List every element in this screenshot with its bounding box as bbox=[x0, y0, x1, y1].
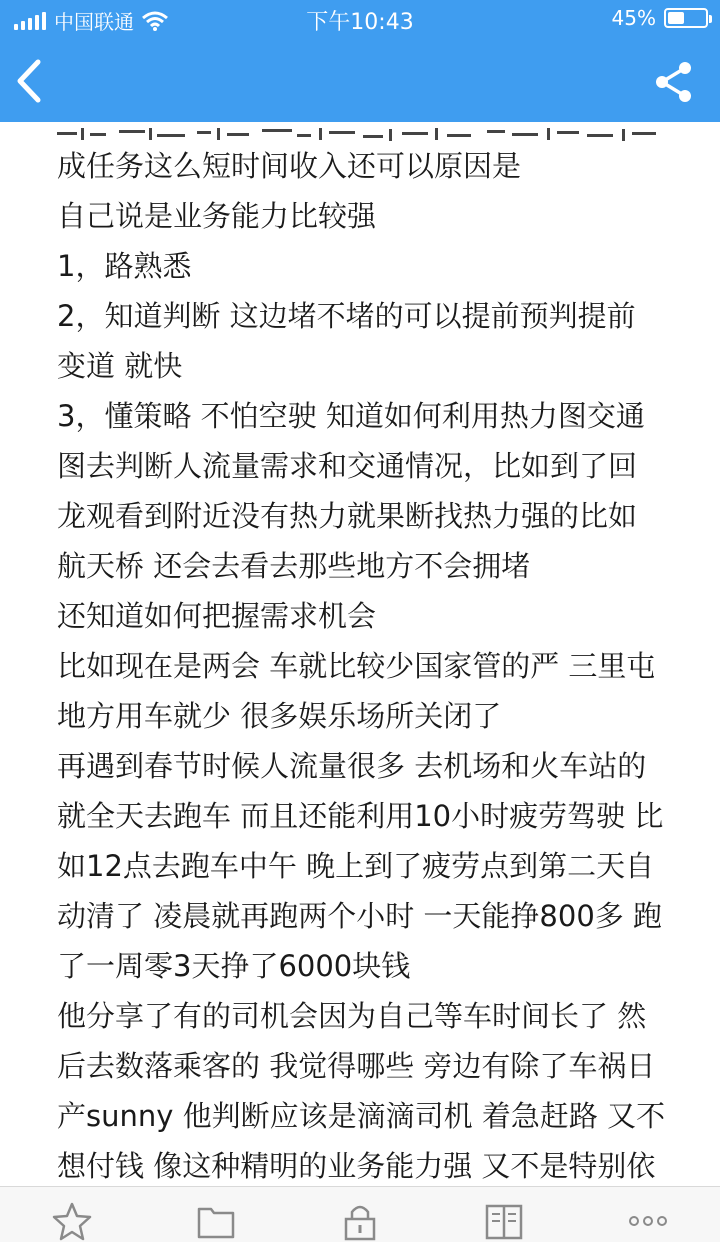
article-line: 再遇到春节时候人流量很多 去机场和火车站的 bbox=[57, 749, 647, 783]
share-button[interactable] bbox=[652, 60, 696, 104]
article-line: 地方用车就少 很多娱乐场所关闭了 bbox=[57, 699, 502, 733]
star-icon bbox=[52, 1201, 92, 1241]
article-line: 成任务这么短时间收入还可以原因是 bbox=[57, 149, 522, 183]
article-line: 2，知道判断 这边堵不堵的可以提前预判提前 bbox=[57, 299, 636, 333]
reader-button[interactable] bbox=[484, 1201, 524, 1241]
partially-hidden-text bbox=[57, 126, 667, 142]
article-line: 还知道如何把握需求机会 bbox=[57, 599, 377, 633]
article-content bbox=[0, 122, 720, 1192]
article-line: 他分享了有的司机会因为自己等车时间长了 然 bbox=[57, 999, 647, 1033]
article-line: 航天桥 还会去看去那些地方不会拥堵 bbox=[57, 549, 531, 583]
top-bar bbox=[0, 0, 720, 122]
bottom-toolbar bbox=[0, 1186, 720, 1242]
article-line: 自己说是业务能力比较强 bbox=[57, 199, 377, 233]
article-line: 就全天去跑车 而且还能利用10小时疲劳驾驶 比 bbox=[57, 799, 664, 833]
article-line: 3，懂策略 不怕空驶 知道如何利用热力图交通 bbox=[57, 399, 645, 433]
article-line: 比如现在是两会 车就比较少国家管的严 三里屯 bbox=[57, 649, 656, 683]
article-line: 龙观看到附近没有热力就果断找热力强的比如 bbox=[57, 499, 638, 533]
carrier-label: 中国联通 bbox=[54, 10, 134, 34]
more-icon bbox=[628, 1201, 668, 1241]
lock-icon bbox=[340, 1201, 380, 1241]
article-line: 变道 就快 bbox=[57, 349, 183, 383]
status-time: 下午10:43 bbox=[306, 10, 414, 35]
article-line: 图去判断人流量需求和交通情况，比如到了回 bbox=[57, 449, 638, 483]
article-line: 1，路熟悉 bbox=[57, 249, 192, 283]
book-icon bbox=[484, 1201, 524, 1241]
favorite-button[interactable] bbox=[52, 1201, 92, 1241]
chevron-left-icon bbox=[10, 56, 50, 106]
article-line: 后去数落乘客的 我觉得哪些 旁边有除了车祸日 bbox=[57, 1049, 656, 1083]
article-line: 动清了 凌晨就再跑两个小时 一天能挣800多 跑 bbox=[57, 899, 663, 933]
lock-button[interactable] bbox=[340, 1201, 380, 1241]
back-button[interactable] bbox=[10, 56, 50, 106]
battery-percent: 45% bbox=[611, 6, 656, 30]
article-line: 如12点去跑车中午 晚上到了疲劳点到第二天自 bbox=[57, 849, 655, 883]
battery-icon bbox=[664, 8, 708, 28]
folder-button[interactable] bbox=[196, 1201, 236, 1241]
more-button[interactable] bbox=[628, 1201, 668, 1241]
article-line: 想付钱 像这种精明的业务能力强 又不是特别依 bbox=[57, 1149, 656, 1183]
article-line: 了一周零3天挣了6000块钱 bbox=[57, 949, 411, 983]
article-line: 产sunny 他判断应该是滴滴司机 着急赶路 又不 bbox=[57, 1099, 666, 1133]
share-icon bbox=[652, 60, 696, 104]
folder-icon bbox=[196, 1201, 236, 1241]
status-bar bbox=[0, 0, 720, 40]
